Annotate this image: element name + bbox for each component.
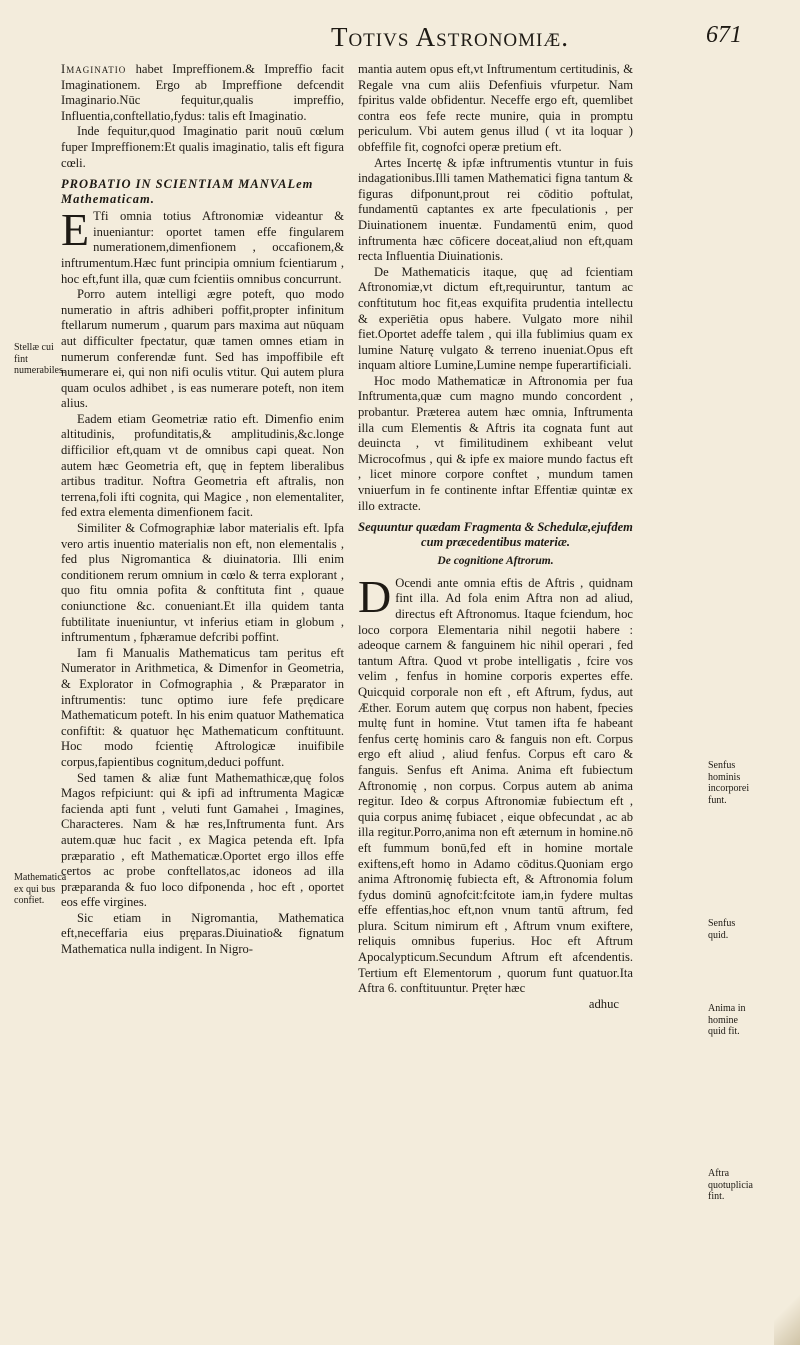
drop-cap-d: D bbox=[358, 570, 392, 622]
left-paragraph-8: Sed tamen & aliæ funt Mathemathicæ,quę folos Magos refpiciunt: qui & ipfi ad inftrumenta Magicæ facienda apti funt , veluti funt Gamahei , Imagines, Characteres. Nam & hæ res,Inftrumenta funt. Ars autem.quæ huc facit , ex Magica petenda eft. Ipfa præparatio , eft Mathematicæ.Oportet ergo illos effe certos ac probe conftellatos,ac idoneos ad illa præparanda & fuo loco difponenda , hoc eft , oportet eos effe virgines. bbox=[61, 770, 344, 910]
left-paragraph-3 bbox=[61, 204, 344, 287]
left-paragraph-1-text: habet Impreffionem.& Impreffio facit Imaginationem. Ergo ab Impreffione defcendit Imaginario.Nūc fequitur,qualis impreffio, Influentia,conftellatio,fydus: talis eft Imaginatio. bbox=[61, 62, 344, 123]
margin-note-anima: Anima in homine quid fit. bbox=[708, 1003, 746, 1037]
running-title: Totivs Astronomiæ. bbox=[330, 22, 570, 52]
left-paragraph-3-text: Tfi omnia totius Aftronomiæ videantur & inueniantur: oportet tamen effe fingularem numerationem,dimenfionem , occafionem,& inftrumentum.Hæc funt principia omnium fcientiarum , hoc eft,funt illa, quæ cum fcientiis omnibus concurrunt. bbox=[61, 209, 344, 286]
margin-note-stellae: Stellæ cui fint numerabiles. bbox=[14, 342, 66, 376]
left-paragraph-5: Eadem etiam Geometriæ ratio eft. Dimenfio enim altitudinis, profunditatis,& amplitudinis,&c.longe difficilior eft,quam vt de omnibus capi queat. Non autem hæc Geometria eft, quę in feptem liberalibus artibus traditur. Noftra Geometria eft aftralis, non terrena,foli ifti cognita, qui Magice , non elementaliter, fed extra elementa dimenfionem facit. bbox=[61, 411, 344, 520]
section-heading-fragmenta: Sequuntur quædam Fragmenta & Schedulæ,ejufdem cum præcedentibus materiæ. bbox=[358, 520, 633, 550]
catchword: adhuc bbox=[588, 996, 619, 1011]
margin-note-mathematica: Mathematica ex qui bus confiet. bbox=[14, 872, 67, 906]
margin-note-sensus-hominis: Senfus hominis incorporei funt. bbox=[708, 760, 750, 806]
page-corner-stain bbox=[774, 1285, 800, 1345]
margin-note-sensus-quid: Senfus quid. bbox=[708, 918, 736, 941]
section-heading-probatio: PROBATIO IN SCIENTIAM MANVALem Mathematicam. bbox=[61, 177, 314, 207]
left-paragraph-7: Iam fi Manualis Mathematicus tam peritus eft Numerator in Arithmetica, & Dimenfor in Geometria, & Explorator in Cofmographia , & Præparator in inftrumentis: tunc optimo iure fefe prędicare Mathematicum poteft. In his enim quatuor Mathematica confiftit: & quatuor hęc Mathematicum conftituunt. Hoc modo fcientię Aftrologicæ inuifibile corpus,fapientibus cognitum,deduci poffunt. bbox=[61, 645, 344, 769]
right-paragraph-1: mantia autem opus eft,vt Inftrumentum certitudinis, & Regale vna cum aliis Defenfiuis vfurpetur. Nam fpiritus valde obfidentur. Neceffe ergo eft, quemlibet contra eos fefe recte munire, quia in promptu periculum. Vbi autem genus illud ( vt ita loquar ) obfeffile fit, cognofci operæ pretium eft. bbox=[358, 62, 633, 154]
left-paragraph-6: Similiter & Cofmographiæ labor materialis eft. Ipfa vero artis inuentio materialis non eft, non elementalis , fed plus Nigromantica & diuinatoria. Illi enim conditionem rerum omnium in cœlo & terra explorant , quo fitu omnia pofita & conftituta fint , quaue coniunctione &c. conueniant.Et illa quidem tanta fubtilitate inueniuntur, vt inferius etiam in globum , inftrumentum , fphæramue defcribi poffint. bbox=[61, 521, 344, 645]
drop-cap-e: E bbox=[61, 204, 90, 256]
page-number: 671 bbox=[706, 22, 742, 48]
right-column bbox=[358, 62, 633, 1012]
left-column bbox=[61, 62, 344, 958]
subheading-cognitione: De cognitione Aftrorum. bbox=[437, 555, 554, 568]
lead-word: Imaginatio bbox=[61, 62, 127, 76]
right-paragraph-4: Hoc modo Mathematicæ in Aftronomia per fua Inftrumenta,quæ cum magno mundo concordent , probantur. Præterea autem hæc omnia, Inftrumenta illa cum Elementis & Aftris ita cognata funt aut deuincta , vt fimilitudinem exhibeant velut Microcofmus , qui & ipfe ex maiore mundo factus eft , licet minore corpore conftet , mundum tamen vniuerfum in fe continente inftar Effentiæ quintæ ex illo extracte. bbox=[358, 373, 633, 513]
right-paragraph-3: De Mathematicis itaque, quę ad fcientiam Aftronomiæ,vt dictum eft,requiruntur, tantum ac conftitutum hoc fit,eas exquifita prudentia intellectu & experiētia opus habere. Vulgato more nihil fiet.Oportet adeffe talem , qui illa fublimius quam ex lumine Naturę vulgato & terreno inueniat.Opus eft inquam altiore Lumine,Lumine nempe fuperartificiali. bbox=[358, 264, 633, 373]
right-paragraph-5 bbox=[358, 570, 633, 997]
right-paragraph-2: Artes Incertę & ipfæ inftrumentis vtuntur in fuis indagationibus.Illi tamen Mathematici figna tantum & figuras difponunt,prout rei cōditio poftulat, fundamentū captantes ex arte fpeculationis , per Diuinationem inuentæ. Fundamentū enim, quod inftrumenta hæc cōficere doceat,aliud non eft,quam recta Influentia Diuinationis. bbox=[358, 155, 633, 264]
right-paragraph-5-text: Ocendi ante omnia eftis de Aftris , quidnam fint illa. Ad fola enim Aftra non ad aliud, directus eft Aftronomus. Itaque fciendum, hoc loco corpora Elementaria nihil negotii habere : adeoque carnem & fanguinem hic nihil operari , fed tantum Aftra. Quod vt probe intelligatis , fcire vos velim , fenfus in homine corporis expertes effe. Quicquid corporale non eft , eft Aftrum, fydus, aut Æther. Eorum autem quę corpus non habent, fpecies multę funt in homine. Vtut tamen ifta fe habeant fenfus certę hominis caro & fanguis non eft. Corpus ergo eft aliud , aliud fenfus. Corpus eft caro & fanguis. Senfus eft Anima. Anima eft fubiectum Aftronomię , non corpus. Corpus autem ab anima regitur. Ideo & corpus Aftronomiæ fubiectum eft , quia corpus animę fubiacet , eique obfecundat , ac ab illa regitur.Porro,anima non eft æternum in homine.nō eft fummum bonū,fed eft in homine mortale exiftens,eft homo in Adamo cōditus.Quoniam ergo anima Aftronomię fubiecta eft, & Aftronomia folum fydus dominū agnofcit:fcitote iam,in fydere multas effe effentias,hoc eft,non vnum tantū aftrum, fed plura. Scitum nimirum eft , Aftrum vnum exiftere, reliquis omnibus fuperius. Hoc eft Aftrum Apocalypticum.Secundum Aftrum eft afcendentis. Tertium eft Elementorum , quorum funt quatuor.Ita Aftra 6. conftituuntur. Pręter hæc bbox=[358, 575, 633, 996]
left-paragraph-4: Porro autem intelligi ægre poteft, quo modo numeratio in aftris adhiberi poffit,propter infinitum ftellarum numerum , quarum pars maxima aut nūquam aut difficulter fpectatur, quæ tamen omnes etiam in numerum conferendæ funt. Sed has impoffibile eft numerare ei, qui non nifi oculis vtitur. Qui autem plura quam oculos adhibet , is eas numerare poteft, non item alius. bbox=[61, 287, 344, 411]
left-paragraph-1 bbox=[61, 62, 344, 124]
margin-note-astra: Aftra quotuplicia fint. bbox=[708, 1168, 753, 1202]
left-paragraph-9: Sic etiam in Nigromantia, Mathematica eft,neceffaria eius pręparas.Diuinatio& fignatum Mathematica nulla indigent. In Nigro- bbox=[61, 910, 344, 957]
left-paragraph-2: Inde fequitur,quod Imaginatio parit nouū cœlum fuper Impreffionem:Et qualis imaginatio, talis eft figura cœli. bbox=[61, 124, 344, 170]
